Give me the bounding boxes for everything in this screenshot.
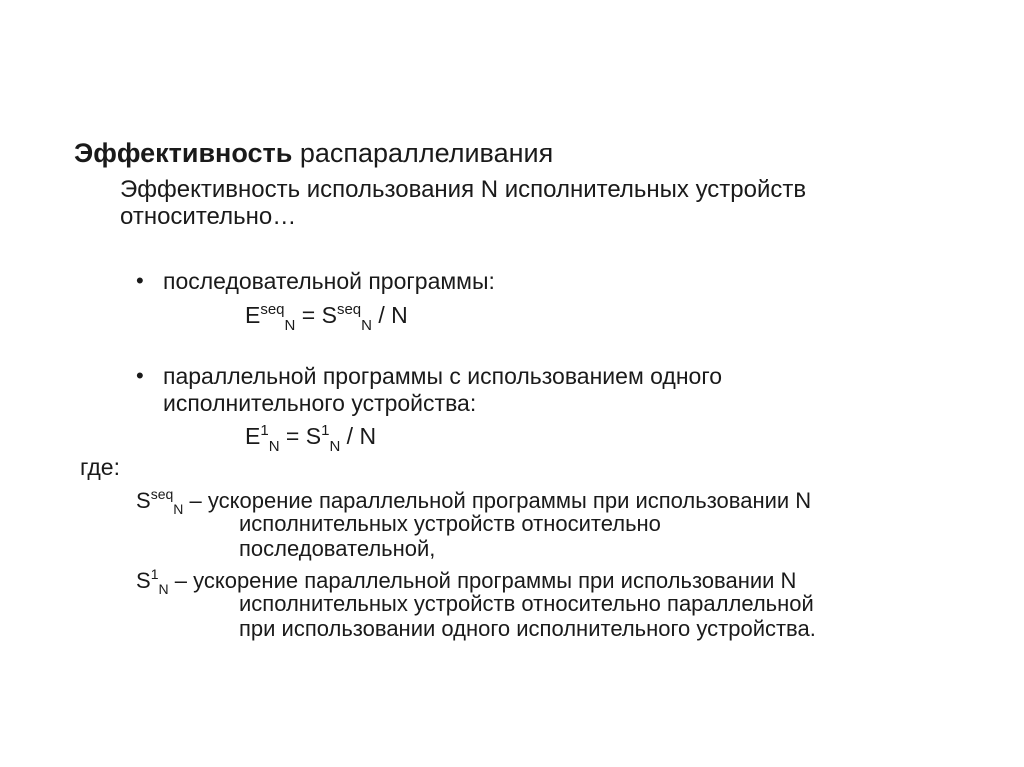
formula-seq [245, 302, 408, 333]
def-2-s: S [136, 568, 151, 593]
definition-2-line-3: при использовании одного исполнительного устройства. [239, 616, 816, 641]
formula-one-s: S [305, 423, 322, 449]
where-label: где: [80, 454, 120, 480]
formula-one-s-sub: N [329, 438, 341, 455]
formula-one [245, 423, 376, 454]
formula-one-e-sup: 1 [260, 422, 269, 439]
formula-one-e-sub: N [268, 438, 280, 455]
definition-1-line-3: последовательной, [239, 536, 436, 561]
bullet-2-line-1: параллельной программы с использованием одного [163, 363, 723, 389]
def-1-s: S [136, 488, 151, 513]
def-1-text-1: – ускорение параллельной программы при использовании N [189, 488, 812, 513]
definition-2-line-2: исполнительных устройств относительно параллельной [239, 591, 814, 616]
formula-seq-s: S [321, 302, 337, 328]
def-1-s-sub: N [173, 501, 184, 517]
formula-one-tail: / N [346, 423, 377, 449]
formula-one-s-sup: 1 [321, 422, 330, 439]
def-1-s-sup: seq [150, 486, 174, 502]
formula-seq-e-sup: seq [260, 301, 285, 318]
def-2-s-sub: N [158, 581, 169, 597]
formula-seq-s-sup: seq [336, 301, 362, 318]
def-2-s-sup: 1 [150, 566, 159, 582]
title-rest: распараллеливания [299, 138, 554, 168]
formula-seq-eq: = [301, 302, 316, 328]
title-bold: Эффективность [74, 138, 293, 168]
slide-title [74, 140, 553, 167]
bullet-2-line-2: исполнительного устройства: [163, 390, 477, 416]
bullet-marker-1: • [136, 268, 144, 293]
formula-one-eq: = [285, 423, 300, 449]
definition-1-line-2: исполнительных устройств относительно [239, 511, 661, 536]
formula-one-e: E [245, 423, 261, 449]
formula-seq-e: E [245, 302, 261, 328]
bullet-marker-2: • [136, 363, 144, 388]
formula-seq-e-sub: N [284, 317, 296, 334]
intro-line-2: относительно… [120, 203, 297, 230]
def-2-text-1: – ускорение параллельной программы при использовании N [174, 568, 797, 593]
intro-line-1: Эффективность использования N исполнительных устройств [120, 176, 807, 203]
formula-seq-s-sub: N [361, 317, 372, 334]
bullet-1-text: последовательной программы: [163, 268, 495, 294]
formula-seq-tail: / N [378, 302, 408, 328]
